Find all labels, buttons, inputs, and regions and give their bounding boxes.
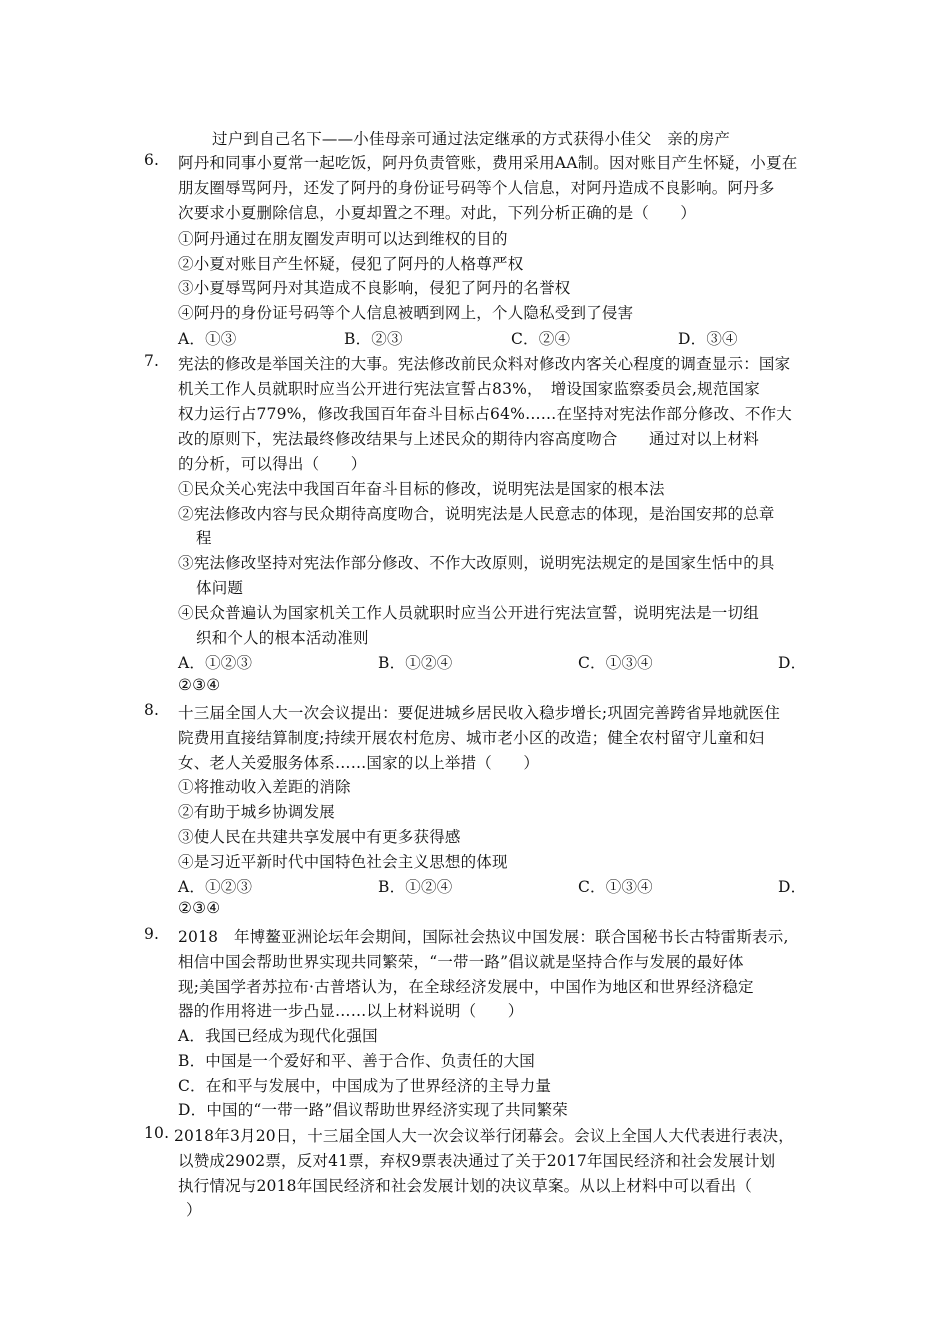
question-9-option-d: D．中国的“一带一路”倡议帮助世界经济实现了共同繁荣 (178, 1101, 568, 1119)
question-8-statement: ④是习近平新时代中国特色社会主义思想的体现 (178, 853, 508, 871)
question-7-stem-line: 权力运行占779%，修改我国百年奋斗目标占64%……在坚持对宪法作部分修改、不作大 (178, 405, 792, 423)
question-8-stem-line: 女、老人关爱服务体系……国家的以上举措（ ） (178, 754, 540, 772)
question-7-stem-line: 改的原则下，宪法最终修改结果与上述民众的期待内容高度吻合 通过对以上材料 (178, 430, 759, 448)
question-8-option-b: B．①②④ (378, 878, 453, 896)
question-7-stem-line: 的分析，可以得出（ ） (178, 455, 367, 473)
question-7-statement: ③宪法修改坚持对宪法作部分修改、不作大改原则，说明宪法规定的是国家生恬中的具 (178, 554, 775, 572)
question-7-statement-cont: 织和个人的根本活动准则 (196, 629, 369, 647)
question-8-statement: ②有助于城乡协调发展 (178, 803, 336, 821)
question-8-number: 8. (144, 701, 160, 719)
question-8-option-c: C．①③④ (578, 878, 653, 896)
question-7-number: 7. (144, 352, 160, 370)
question-9-option-b: B．中国是一个爱好和平、善于合作、负责任的大国 (178, 1052, 535, 1070)
question-6-stem-line: 阿丹和同事小夏常一起吃饭，阿丹负责管账，费用采用AA制。因对账目产生怀疑，小夏在 (178, 154, 798, 172)
question-7-stem-line: 机关工作人员就职时应当公开进行宪法宣誓占83%， 增设国家监察委员会,规范国家 (178, 380, 760, 398)
question-6-statement: ②小夏对账目产生怀疑，侵犯了阿丹的人格尊严权 (178, 255, 524, 273)
question-8-stem-line: 十三届全国人大一次会议提出：要促进城乡居民收入稳步增长;巩固完善跨省异地就医住 (178, 704, 781, 722)
question-9-stem-line: 现;美国学者苏拉布·古普塔认为，在全球经济发展中，中国作为地区和世界经济稳定 (178, 978, 754, 996)
question-6-statement: ③小夏辱骂阿丹对其造成不良影响，侵犯了阿丹的名誉权 (178, 279, 571, 297)
question-6-statement: ④阿丹的身份证号码等个人信息被晒到网上，个人隐私受到了侵害 (178, 304, 634, 322)
question-10-stem-line: 2018年3月20日，十三届全国人大一次会议举行闭幕会。会议上全国人大代表进行表决， (174, 1127, 794, 1145)
question-8-option-d: D． (778, 878, 807, 896)
question-7-option-d: D． (778, 654, 807, 672)
question-7-statement: ①民众关心宪法中我国百年奋斗目标的修改，说明宪法是国家的根本法 (178, 480, 665, 498)
question-9-stem-line: 器的作用将进一步凸显……以上材料说明（ ） (178, 1002, 524, 1020)
question-10-stem-line: 执行情况与2018年国民经济和社会发展计划的决议草案。从以上材料中可以看出（ (178, 1177, 753, 1195)
question-8-stem-line: 院费用直接结算制度;持续开展农村危房、城市老小区的改造；健全农村留守儿童和妇 (178, 729, 765, 747)
question-6-option-d: D．③④ (678, 330, 738, 348)
question-8-option-a: A．①②③ (178, 878, 253, 896)
question-10-number: 10. (144, 1124, 170, 1142)
question-7-option-b: B．①②④ (378, 654, 453, 672)
question-8-statement: ③使人民在共建共享发展中有更多获得感 (178, 828, 461, 846)
question-7-statement: ④民众普遍认为国家机关工作人员就职时应当公开进行宪法宣誓，说明宪法是一切组 (178, 604, 759, 622)
question-9-option-a: A．我国已经成为现代化强国 (178, 1027, 378, 1045)
question-6-stem-line: 朋友圈辱骂阿丹，还发了阿丹的身份证号码等个人信息，对阿丹造成不良影响。阿丹多 (178, 179, 775, 197)
question-9-number: 9. (144, 925, 160, 943)
question-9-stem-line: 2018 年博鳌亚洲论坛年会期间，国际社会热议中国发展：联合国秘书长古特雷斯表示, (178, 928, 789, 946)
question-6-statement: ①阿丹通过在朋友圈发声明可以达到维权的目的 (178, 230, 508, 248)
question-7-option-a: A．①②③ (178, 654, 253, 672)
question-9-stem-line: 相信中国会帮助世界实现共同繁荣，“一带一路”倡议就是坚持合作与发展的最好体 (178, 953, 744, 971)
question-7-statement-cont: 体问题 (196, 579, 244, 597)
question-6-option-a: A．①③ (178, 330, 237, 348)
question-10-stem-line: 以赞成2902票，反对41票，弃权9票表决通过了关于2017年国民经济和社会发展计划 (178, 1152, 776, 1170)
question-8-option-d-text: ②③④ (178, 899, 221, 917)
question-7-statement-cont: 程 (196, 529, 212, 547)
question-8-statement: ①将推动收入差距的消除 (178, 778, 351, 796)
question-6-stem-line: 次要求小夏删除信息，小夏却置之不理。对此，下列分析正确的是（ ） (178, 204, 697, 222)
question-10-stem-line: ） (186, 1201, 202, 1219)
question-7-statement: ②宪法修改内容与民众期待高度吻合，说明宪法是人民意志的体现，是治国安邦的总章 (178, 505, 775, 523)
question-6-option-c: C．②④ (511, 330, 571, 348)
question-9-option-c: C．在和平与发展中，中国成为了世界经济的主导力量 (178, 1077, 552, 1095)
header-line: 过户到自己名下——小佳母亲可通过法定继承的方式获得小佳父 亲的房产 (212, 130, 731, 148)
question-7-option-c: C．①③④ (578, 654, 653, 672)
question-7-stem-line: 宪法的修改是举国关注的大事。宪法修改前民众料对修改内客关心程度的调查显示：国家 (178, 355, 791, 373)
question-6-number: 6. (144, 151, 160, 169)
question-7-option-d-text: ②③④ (178, 676, 221, 694)
question-6-option-b: B．②③ (344, 330, 403, 348)
